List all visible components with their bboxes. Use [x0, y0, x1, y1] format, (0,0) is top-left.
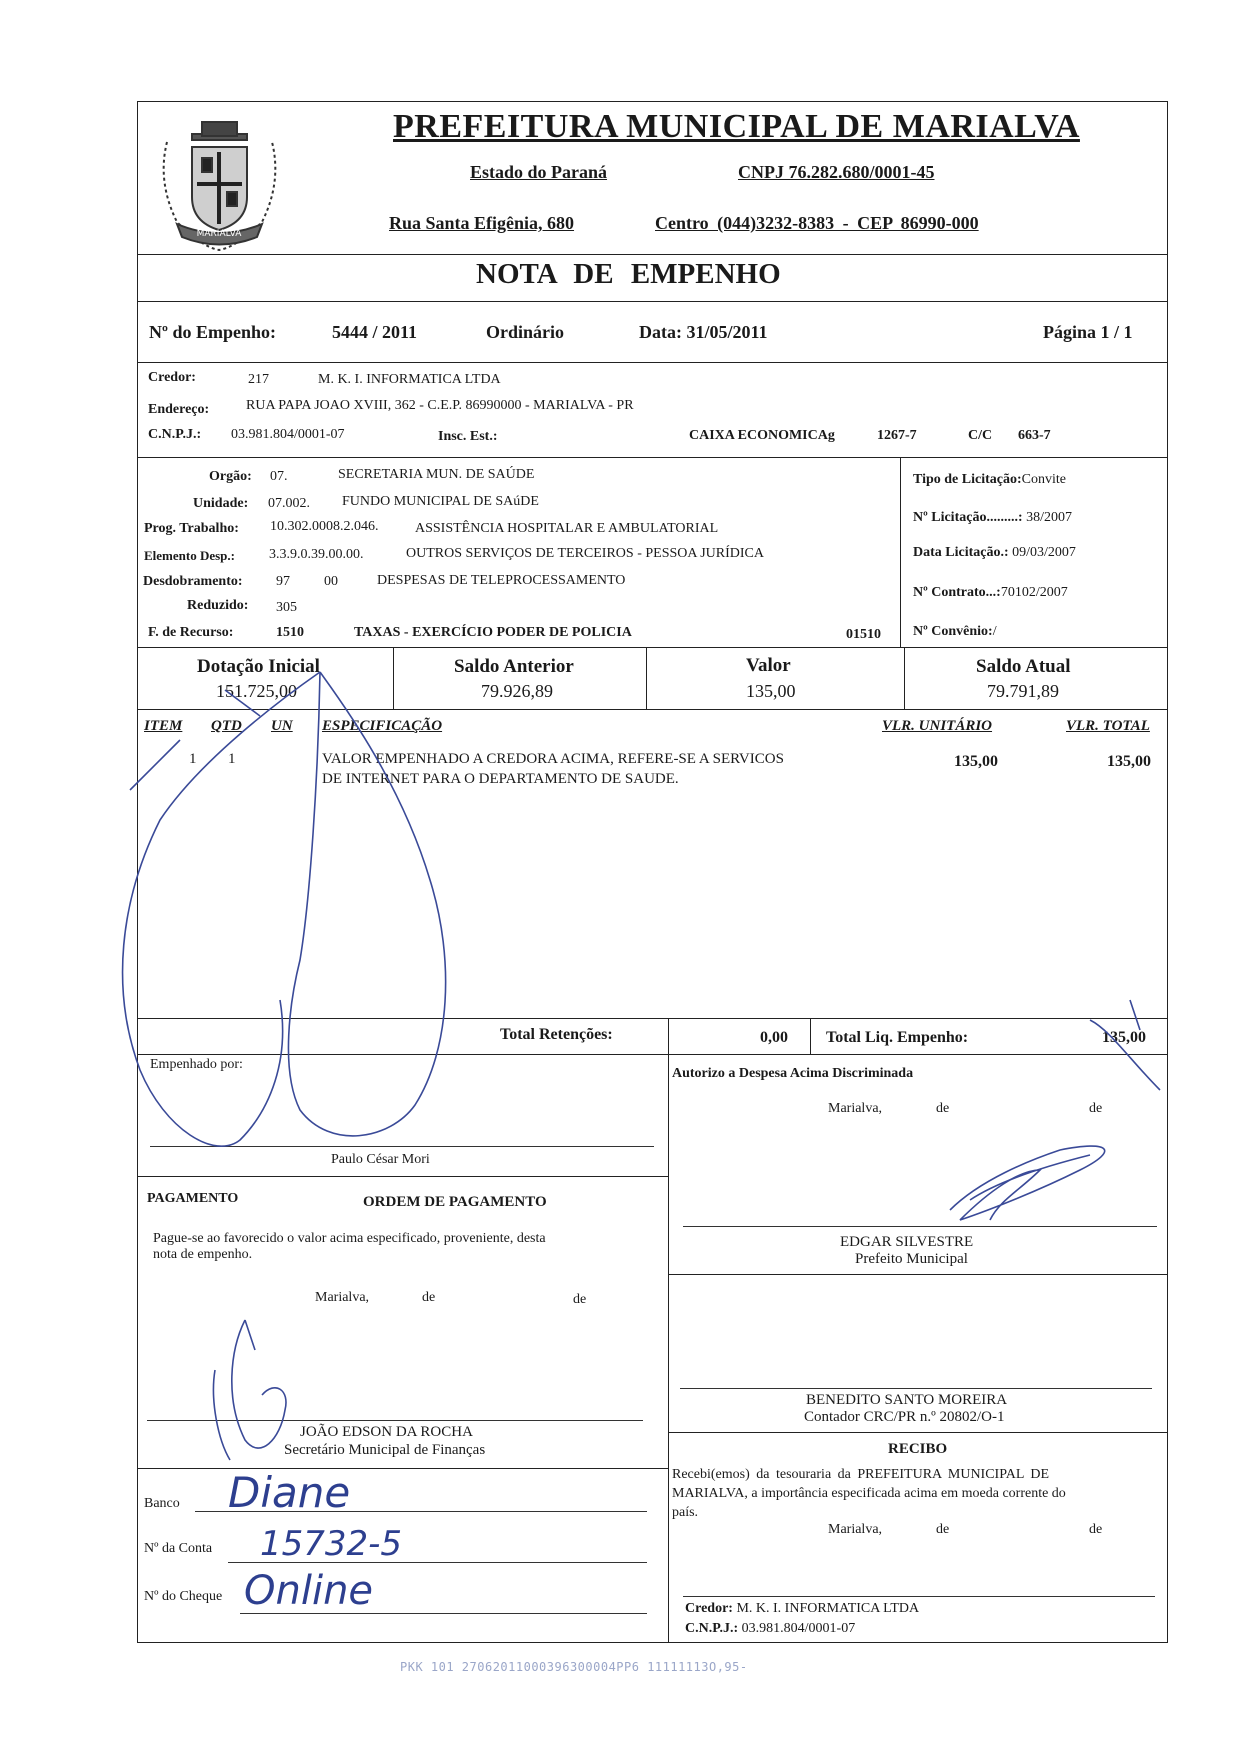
svg-text:MARIALVA: MARIALVA — [196, 229, 242, 239]
credor-name: M. K. I. INFORMATICA LTDA — [318, 372, 501, 387]
col-un: UN — [271, 718, 293, 734]
col-unit-value: VLR. UNITÁRIO — [882, 718, 993, 734]
conta-label: Nº da Conta — [144, 1541, 213, 1556]
address-label: Endereço: — [148, 402, 210, 417]
valor-label: Valor — [746, 655, 791, 676]
orgao-code: 07. — [270, 469, 288, 484]
credor-address: RUA PAPA JOAO XVIII, 362 - C.E.P. 86990000 - MARIALVA - PR — [246, 398, 634, 413]
cc-label: C/C — [968, 428, 993, 443]
municipality-title: PREFEITURA MUNICIPAL DE MARIALVA — [393, 108, 1080, 145]
cheque-handwritten: Online — [244, 1568, 374, 1614]
autorizo-place: Marialva, — [828, 1101, 883, 1116]
recibo-text-2: MARIALVA, a importância especificada acima em moeda corrente do — [672, 1486, 1066, 1501]
prefeito-role: Prefeito Municipal — [855, 1251, 968, 1267]
pagamento-place: Marialva, — [315, 1290, 370, 1305]
empenho-number: 5444 / 2011 — [332, 322, 418, 342]
total-liquido-label: Total Liq. Empenho: — [826, 1029, 969, 1046]
tipo-licitacao: Tipo de Licitação:Convite — [913, 472, 1066, 487]
desdobramento-code2: 00 — [324, 574, 338, 589]
header-contact: Centro (044)3232-8383 - CEP 86990-000 — [655, 213, 979, 233]
pagamento-label: PAGAMENTO — [147, 1191, 239, 1206]
dotacao-label: Dotação Inicial — [197, 656, 320, 677]
empenho-type: Ordinário — [486, 322, 565, 342]
contador-role: Contador CRC/PR n.º 20802/O-1 — [804, 1409, 1005, 1425]
header-cnpj: CNPJ 76.282.680/0001-45 — [738, 162, 935, 182]
col-item: ITEM — [144, 718, 183, 734]
insc-label: Insc. Est.: — [438, 429, 498, 444]
unidade-label: Unidade: — [193, 496, 249, 511]
item-desc-line2: DE INTERNET PARA O DEPARTAMENTO DE SAUDE. — [322, 771, 679, 787]
numero-convenio: Nº Convênio:/ — [913, 624, 997, 639]
orgao-label: Orgão: — [209, 469, 252, 484]
empenho-date: Data: 31/05/2011 — [639, 322, 768, 342]
saldo-anterior-value: 79.926,89 — [481, 681, 553, 701]
pagamento-de1: de — [422, 1290, 436, 1305]
total-liquido-value: 135,00 — [1102, 1029, 1146, 1046]
desdobramento-code1: 97 — [276, 574, 290, 589]
autorizo-de2: de — [1089, 1101, 1103, 1116]
recibo-cnpj: C.N.P.J.: 03.981.804/0001-07 — [685, 1621, 856, 1636]
pagamento-text-1: Pague-se ao favorecido o valor acima especificado, proveniente, desta — [153, 1231, 546, 1246]
dotacao-value: 151.725,00 — [216, 681, 297, 701]
retencoes-label: Total Retenções: — [500, 1026, 613, 1043]
state-name: Estado do Paraná — [470, 162, 608, 182]
prog-label: Prog. Trabalho: — [144, 521, 239, 536]
retencoes-value: 0,00 — [760, 1029, 788, 1046]
saldo-atual-label: Saldo Atual — [976, 656, 1071, 677]
credor-label: Credor: — [148, 370, 196, 385]
numero-contrato: Nº Contrato...:70102/2007 — [913, 585, 1068, 600]
recibo-text-1: Recebi(emos) da tesouraria da PREFEITURA MUNICIPAL DE — [672, 1467, 1050, 1482]
unidade-name: FUNDO MUNICIPAL DE SAúDE — [342, 494, 539, 509]
banco-label: Banco — [144, 1496, 180, 1511]
saldo-anterior-label: Saldo Anterior — [454, 656, 574, 677]
footer-code: PKK 101 27062011000396300004PP6 11111113O,95- — [400, 1660, 748, 1674]
credor-cnpj: 03.981.804/0001-07 — [231, 427, 345, 442]
data-licitacao: Data Licitação.: 09/03/2007 — [913, 545, 1076, 560]
document-title: NOTA DE EMPENHO — [476, 258, 781, 290]
item-qty: 1 — [228, 751, 236, 767]
recibo-text-3: país. — [672, 1505, 699, 1520]
empenhado-label: Empenhado por: — [150, 1057, 243, 1072]
unidade-code: 07.002. — [268, 496, 310, 511]
ordem-pagamento-title: ORDEM DE PAGAMENTO — [363, 1194, 547, 1210]
credor-code: 217 — [248, 372, 269, 387]
col-especificacao: ESPECIFICAÇÃO — [322, 718, 443, 734]
recibo-de2: de — [1089, 1522, 1103, 1537]
desdobramento-label: Desdobramento: — [143, 574, 243, 589]
cc-number: 663-7 — [1018, 428, 1051, 443]
secretario-name: JOÃO EDSON DA ROCHA — [300, 1424, 473, 1440]
reduzido-label: Reduzido: — [187, 598, 249, 613]
elemento-code: 3.3.9.0.39.00.00. — [269, 547, 364, 562]
item-desc-line1: VALOR EMPENHADO A CREDORA ACIMA, REFERE-SE A SERVICOS — [322, 751, 784, 767]
recibo-title: RECIBO — [888, 1441, 948, 1457]
reduzido-value: 305 — [276, 600, 297, 615]
prog-code: 10.302.0008.2.046. — [270, 519, 379, 534]
page-number: Página 1 / 1 — [1043, 322, 1133, 342]
col-total-value: VLR. TOTAL — [1066, 718, 1150, 734]
contador-name: BENEDITO SANTO MOREIRA — [806, 1392, 1008, 1408]
orgao-name: SECRETARIA MUN. DE SAÚDE — [338, 467, 535, 482]
autorizo-de1: de — [936, 1101, 950, 1116]
recibo-credor: Credor: M. K. I. INFORMATICA LTDA — [685, 1601, 920, 1616]
fonte-name: TAXAS - EXERCÍCIO PODER DE POLICIA — [354, 625, 632, 640]
empenho-label: Nº do Empenho: — [149, 322, 276, 342]
desdobramento-name: DESPESAS DE TELEPROCESSAMENTO — [377, 573, 626, 588]
recibo-place: Marialva, — [828, 1522, 883, 1537]
recibo-de1: de — [936, 1522, 950, 1537]
empenhado-name: Paulo César Mori — [331, 1152, 430, 1167]
secretario-role: Secretário Municipal de Finanças — [284, 1442, 486, 1458]
cheque-label: Nº do Cheque — [144, 1589, 223, 1604]
item-unit-value: 135,00 — [954, 753, 998, 770]
col-qtd: QTD — [211, 718, 242, 734]
banco-handwritten: Diane — [228, 1468, 351, 1517]
fonte-label: F. de Recurso: — [148, 625, 234, 640]
item-total-value: 135,00 — [1107, 753, 1151, 770]
valor-value: 135,00 — [746, 681, 796, 701]
cnpj-label: C.N.P.J.: — [148, 427, 202, 442]
pagamento-text-2: nota de empenho. — [153, 1247, 253, 1262]
prefeito-name: EDGAR SILVESTRE — [840, 1234, 974, 1250]
elemento-label: Elemento Desp.: — [144, 548, 235, 563]
header-address: Rua Santa Efigênia, 680 — [389, 213, 575, 233]
conta-handwritten: 15732-5 — [260, 1524, 403, 1564]
fonte-code: 1510 — [276, 625, 304, 640]
bank-name: CAIXA ECONOMICAg — [689, 428, 835, 443]
item-number: 1 — [189, 751, 197, 767]
autorizo-label: Autorizo a Despesa Acima Discriminada — [672, 1066, 914, 1081]
numero-licitacao: Nº Licitação.........: 38/2007 — [913, 510, 1072, 525]
bank-agency: 1267-7 — [877, 428, 917, 443]
fonte-number: 01510 — [846, 627, 881, 642]
saldo-atual-value: 79.791,89 — [987, 681, 1059, 701]
elemento-name: OUTROS SERVIÇOS DE TERCEIROS - PESSOA JURÍDICA — [406, 546, 765, 561]
pagamento-de2: de — [573, 1292, 587, 1307]
prog-name: ASSISTÊNCIA HOSPITALAR E AMBULATORIAL — [415, 521, 719, 536]
